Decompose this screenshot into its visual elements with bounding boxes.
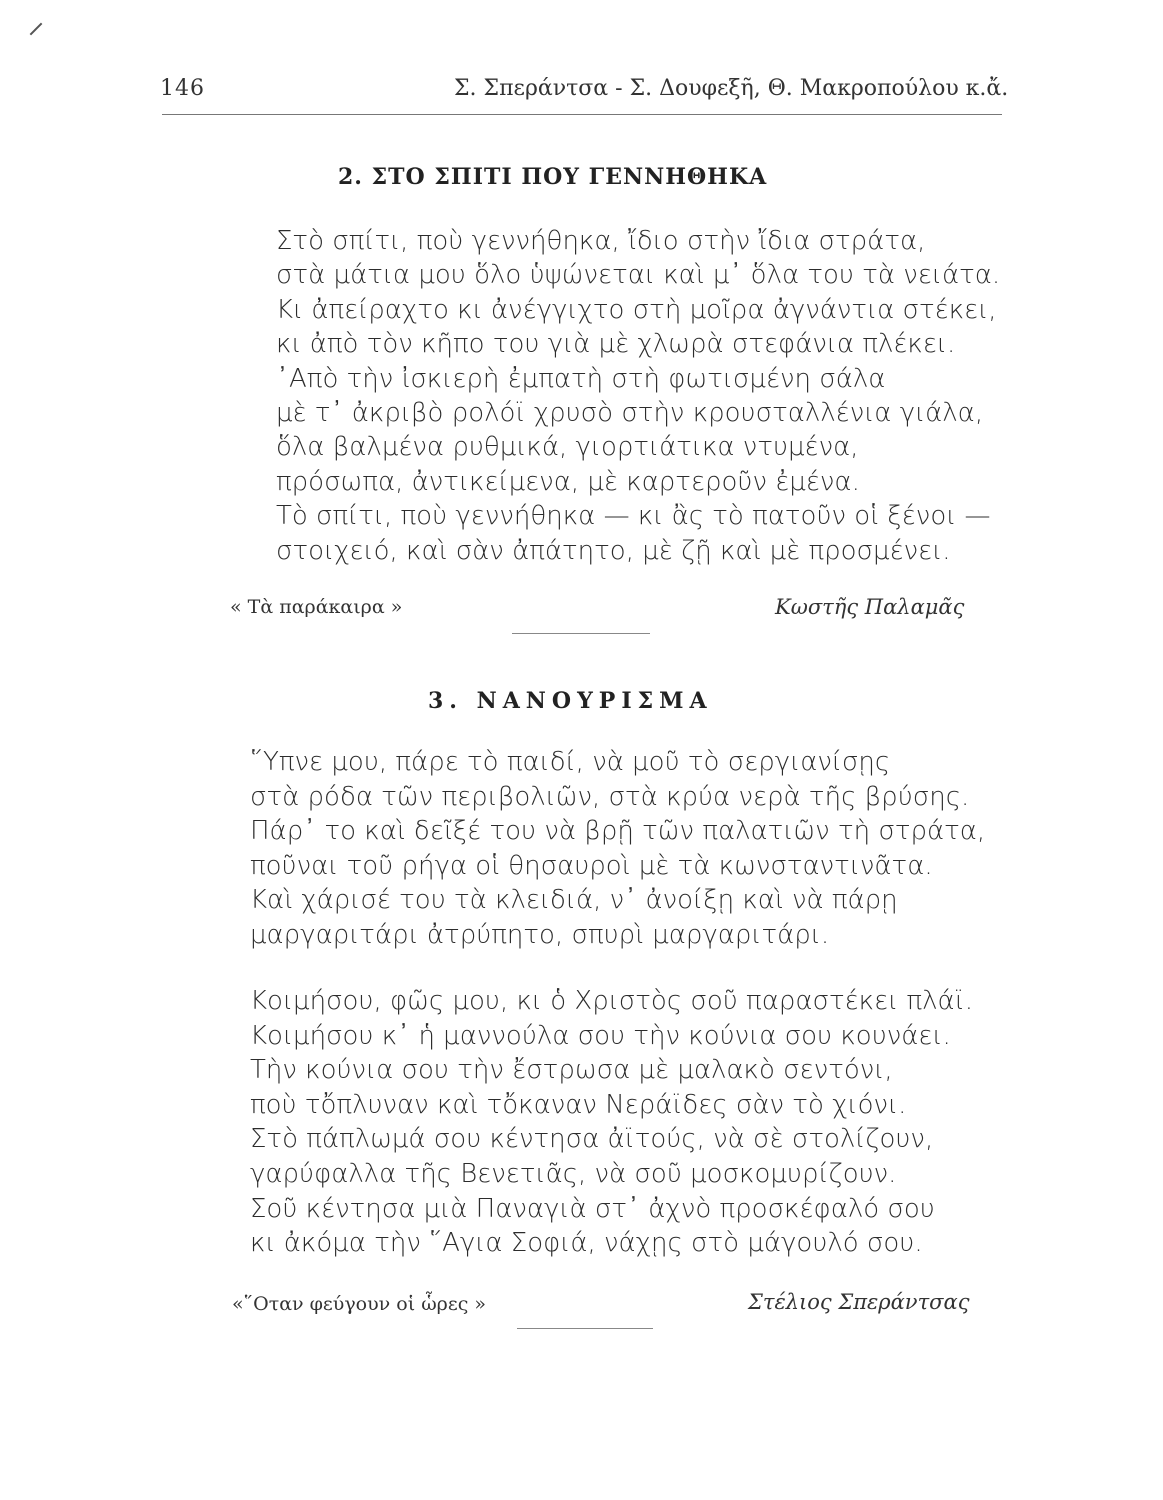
poem-line: στὰ μάτια μου ὅλο ὑψώνεται καὶ μ᾽ ὅλα του τὰ νειάτα.	[276, 260, 1001, 291]
poem-1-author: Κωστῆς Παλαμᾶς	[775, 595, 965, 619]
poem-line: κι ἀπὸ τὸν κῆπο του γιὰ μὲ χλωρὰ στεφάνια πλέκει.	[276, 329, 956, 360]
poem-line: πρόσωπα, ἀντικείμενα, μὲ καρτεροῦν ἐμένα.	[276, 466, 860, 497]
poem-2-stanza-1	[250, 745, 985, 953]
poem-line: Κοιμήσου, φῶς μου, κι ὁ Χριστὸς σοῦ παραστέκει πλάϊ.	[250, 986, 974, 1016]
poem-line: Πάρ᾽ το καὶ δεῖξέ του νὰ βρῇ τῶν παλατιῶν τὴ στράτα,	[250, 816, 986, 847]
page-number: 146	[160, 76, 205, 101]
poem-line: μαργαριτάρι ἀτρύπητο, σπυρὶ μαργαριτάρι.	[250, 919, 830, 950]
poem-2-author: Στέλιος Σπεράντσας	[748, 1290, 970, 1314]
header-rule	[162, 114, 1002, 115]
poem-1-body	[276, 224, 1000, 568]
running-head: Σ. Σπεράντσα - Σ. Δουφεξῆ, Θ. Μακροπούλου κ.ἄ.	[454, 76, 1009, 101]
page-header	[160, 74, 1009, 114]
section-divider	[512, 633, 650, 634]
poem-line: Στὸ σπίτι, ποὺ γεννήθηκα, ἴδιο στὴν ἴδια στράτα,	[276, 226, 926, 256]
poem-1-title: 2. ΣΤΟ ΣΠΙΤΙ ΠΟΥ ΓΕΝΝΗΘΗΚΑ	[338, 164, 768, 190]
stray-pen-mark	[30, 23, 43, 36]
poem-line: ποὺ τὄπλυναν καὶ τὄκαναν Νεράϊδες σὰν τὸ χιόνι.	[250, 1089, 907, 1120]
poem-line: στὰ ρόδα τῶν περιβολιῶν, στὰ κρύα νερὰ τῆς βρύσης.	[250, 781, 970, 812]
poem-line: ᾽Απὸ τὴν ἰσκιερὴ ἐμπατὴ στὴ φωτισμένη σάλα	[276, 363, 886, 394]
poem-line: Κοιμήσου κ᾽ ἡ μαννούλα σου τὴν κούνια σου κουνάει.	[250, 1020, 951, 1051]
poem-line: γαρύφαλλα τῆς Βενετιᾶς, νὰ σοῦ μοσκομυρίζουν.	[250, 1158, 897, 1189]
poem-line: στοιχειό, καὶ σὰν ἀπάτητο, μὲ ζῇ καὶ μὲ προσμένει.	[276, 535, 951, 566]
poem-2-source: «῞Οταν φεύγουν οἱ ὧρες »	[232, 1293, 487, 1315]
poem-line: Κι ἀπείραχτο κι ἀνέγγιχτο στὴ μοῖρα ἀγνάντια στέκει,	[276, 294, 997, 325]
poem-line: ῞Υπνε μου, πάρε τὸ παιδί, νὰ μοῦ τὸ σεργιανίσῃς	[250, 747, 891, 777]
poem-1-source: « Τὰ παράκαιρα »	[230, 596, 403, 618]
poem-line: Στὸ πάπλωμά σου κέντησα ἀϊτούς, νὰ σὲ στολίζουν,	[250, 1124, 934, 1155]
section-divider	[517, 1328, 653, 1329]
poem-line: ποῦναι τοῦ ρήγα οἱ θησαυροὶ μὲ τὰ κωνσταντινᾶτα.	[250, 850, 933, 881]
poem-line: Τὸ σπίτι, ποὺ γεννήθηκα — κι ἂς τὸ πατοῦν οἱ ξένοι —	[276, 501, 991, 532]
poem-2-stanza-2	[250, 984, 973, 1261]
poem-line: ὅλα βαλμένα ρυθμικά, γιορτιάτικα ντυμένα,	[276, 432, 859, 463]
poem-line: Σοῦ κέντησα μιὰ Παναγιὰ στ᾽ ἀχνὸ προσκέφαλό σου	[250, 1193, 935, 1224]
poem-2-title: 3. ΝΑΝΟΥΡΙΣΜΑ	[428, 688, 713, 714]
poem-line: μὲ τ᾽ ἀκριβὸ ρολόϊ χρυσὸ στὴν κρουσταλλένια γιάλα,	[276, 397, 984, 428]
poem-line: Καὶ χάρισέ του τὰ κλειδιά, ν᾽ ἀνοίξῃ καὶ νὰ πάρῃ	[250, 885, 898, 916]
poem-line: κι ἀκόμα τὴν ῞Αγια Σοφιά, νάχῃς στὸ μάγουλό σου.	[250, 1228, 923, 1259]
poem-line: Τὴν κούνια σου τὴν ἔστρωσα μὲ μαλακὸ σεντόνι,	[250, 1055, 893, 1086]
